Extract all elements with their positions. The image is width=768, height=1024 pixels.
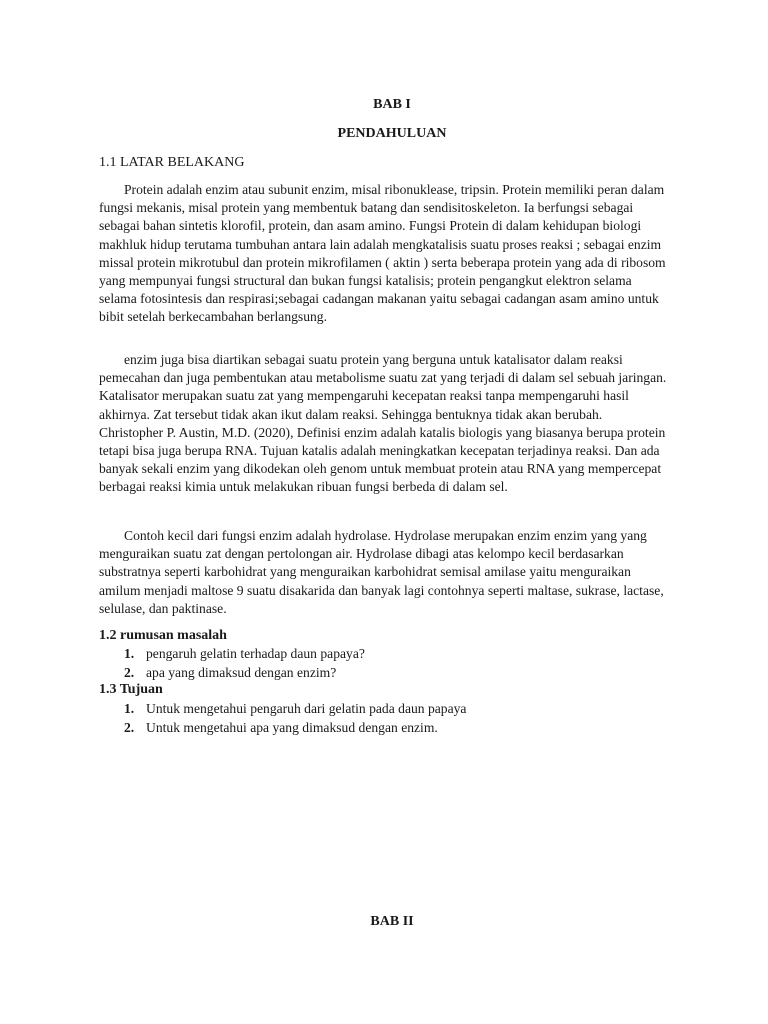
list-number: 2. xyxy=(124,719,135,735)
background-paragraph-3: Contoh kecil dari fungsi enzim adalah hydrolase. Hydrolase merupakan enzim enzim yang yang menguraikan suatu zat dengan pertolongan air. Hydrolase dibagi atas kelompo kecil berdasarkan substratnya seperti karbohidrat yang menguraikan karbohidrat semisal amilase yaitu menguraikan amilum menjadi maltose 9 suatu disakarida dan banyak lagi contohnya seperti maltase, sukrase, lactase, selulase, dan paktinase. xyxy=(99,528,664,616)
list-number: 1. xyxy=(124,646,135,661)
list-text: Untuk mengetahui apa yang dimaksud dengan enzim. xyxy=(146,719,438,735)
section-1-1-title: 1.1 LATAR BELAKANG xyxy=(99,155,245,170)
list-text: pengaruh gelatin terhadap daun papaya? xyxy=(146,646,365,661)
list-item xyxy=(99,719,466,738)
list-text: apa yang dimaksud dengan enzim? xyxy=(146,664,337,680)
chapter-1-subtitle: PENDAHULUAN xyxy=(337,126,447,141)
list-item xyxy=(99,700,466,719)
section-1-3-title: 1.3 Tujuan xyxy=(99,682,163,697)
list-item xyxy=(99,645,365,664)
chapter-2-title: BAB II xyxy=(370,914,414,929)
list-item xyxy=(99,664,365,683)
list-number: 1. xyxy=(124,701,135,716)
background-paragraph-1: Protein adalah enzim atau subunit enzim, misal ribonuklease, tripsin. Protein memiliki peran dalam fungsi mekanis, misal protein yang membentuk batang dan sendisitoskeleton. Ia berfungsi sebagai sebagai bahan sintetis klorofil, protein, dan asam amino. Fungsi Protein di dalam kehidupan biologi makhluk hidup terutama tumbuhan antara lain adalah mengkatalisis suatu proses reaksi ; sebagai enzim missal protein mikrotubul dan protein mikrofilamen ( aktin ) serta beberapa protein yang ada di ribosom yang mempunyai fungsi structural dan bukan fungsi katalisis; protein pengangkut elektron selama selama fotosintesis dan respirasi;sebagai cadangan makanan yaitu sebagai cadangan asam amino untuk bibit setelah berkecambahan berlangsung. xyxy=(99,182,666,325)
objective-list xyxy=(99,700,466,737)
section-1-2-title: 1.2 rumusan masalah xyxy=(99,628,227,643)
list-number: 2. xyxy=(124,664,135,680)
chapter-1-title: BAB I xyxy=(373,97,411,112)
list-text: Untuk mengetahui pengaruh dari gelatin pada daun papaya xyxy=(146,701,467,716)
background-paragraph-2: enzim juga bisa diartikan sebagai suatu protein yang berguna untuk katalisator dalam reaksi pemecahan dan juga pembentukan atau metabolisme suatu zat yang terjadi di dalam sel sebuah jaringan. Katalisator merupakan suatu zat yang mempengaruhi kecepatan reaksi tanpa mempengaruhi hasil akhirnya. Zat tersebut tidak akan ikut dalam reaksi. Sehingga bentuknya tidak akan berubah. Christopher P. Austin, M.D. (2020), Definisi enzim adalah katalis biologis yang biasanya berupa protein tetapi bisa juga berupa RNA. Tujuan katalis adalah meningkatkan kecepatan terjadinya reaksi. Dan ada banyak sekali enzim yang dikodekan oleh genom untuk membuat protein atau RNA yang mempercepat berbagai reaksi kimia untuk melakukan ribuan fungsi berbeda di dalam sel. xyxy=(99,352,667,495)
problem-list xyxy=(99,645,365,682)
